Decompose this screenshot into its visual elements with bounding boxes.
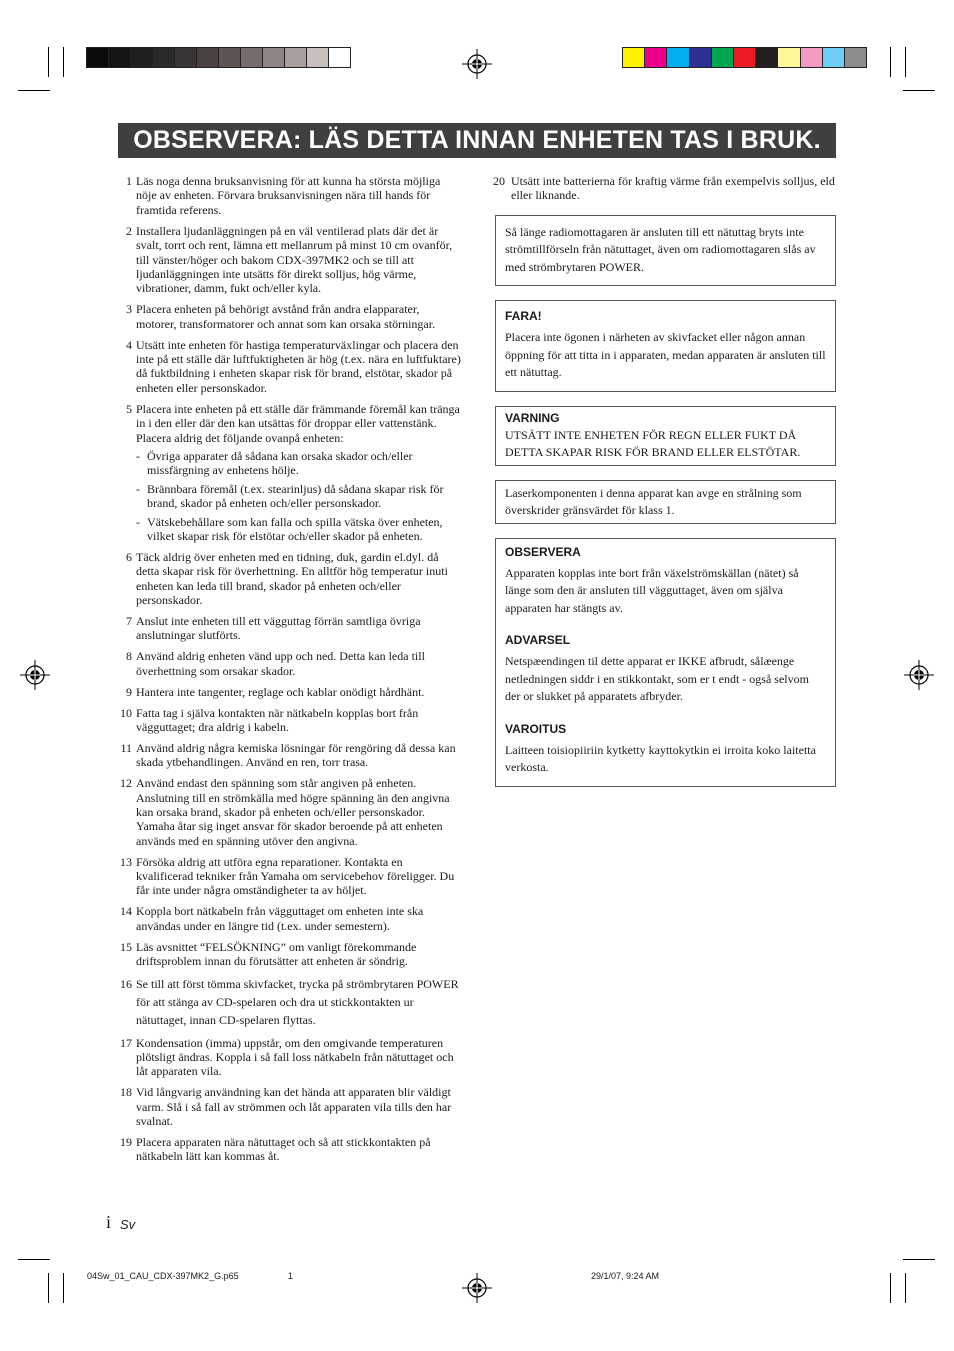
item-text: Koppla bort nätkabeln från vägguttaget om enheten inte ska användas under en längre tid (t.ex. under semestern).	[136, 904, 424, 933]
item-text: Fatta tag i själva kontakten när nätkabeln kopplas bort från vägguttaget; dra aldrig i kabeln.	[136, 705, 419, 734]
list-item	[112, 174, 462, 217]
item-text: Anslut inte enheten till ett vägguttag förrän samtliga övriga anslutningar slutförts.	[136, 613, 421, 643]
sub-item-dash: -	[136, 448, 140, 463]
notice-heading: OBSERVERA	[505, 544, 581, 559]
notice-text: Så länge radiomottagaren är ansluten till ett nätuttag bryts inte strömtillförseln från nätuttaget, även om radiomottagaren slås av med strömbrytaren POWER.	[505, 224, 816, 274]
color-swatch	[844, 47, 867, 68]
list-item	[112, 776, 462, 848]
item-text: Utsätt inte enheten för hastiga temperaturväxlingar och placera den inte på ett ställe där luftfuktigheten är hög (t.ex. nära en luftfuktare) då fuktbildning i enheten skapar risk för brand, elstötar, skador på enheten eller personskador.	[136, 337, 461, 395]
notice-box-disconnect	[495, 538, 836, 787]
color-swatch	[240, 47, 263, 68]
page-number: i	[106, 1212, 112, 1232]
sub-item	[136, 515, 462, 544]
list-item	[112, 706, 462, 735]
item-text: Använd aldrig några kemiska lösningar för rengöring då dessa kan skada ytbehandlingen. Använd en ren, torr trasa.	[136, 740, 456, 770]
notice-box-radio	[495, 215, 836, 287]
item-number: 1	[126, 174, 132, 188]
list-item	[112, 741, 462, 770]
item-text: Utsätt inte batterierna för kraftig värme från exempelvis solljus, eld eller liknande.	[511, 174, 835, 203]
list-item	[112, 940, 462, 969]
sub-item-text: Övriga apparater då sådana kan orsaka skador och/eller missfärgning av enhetens hölje.	[147, 448, 413, 478]
notice-text: Placera inte ögonen i närheten av skivfacket eller någon annan öppning för att titta in i apparaten, medan apparaten är ansluten till ett nätuttag.	[505, 330, 826, 380]
safety-instructions-list	[112, 174, 462, 1170]
item-number: 11	[120, 740, 132, 755]
notice-text: Laserkomponenten i denna apparat kan avge en strålning som överskrider gränsvärdet för klass 1.	[505, 485, 802, 518]
sub-item	[136, 449, 462, 478]
item-text: Täck aldrig över enheten med en tidning, duk, gardin el.dyl. då detta skapar risk för överhettning. En alltför hög temperatur inuti enheten kan leda till brand, skador på enheten och/eller personskador.	[136, 549, 448, 608]
list-item	[112, 855, 462, 898]
sub-item	[136, 482, 462, 511]
notice-text: UTSÄTT INTE ENHETEN FÖR REGN ELLER FUKT DÅ DETTA SKAPAR RISK FÖR BRAND ELLER ELSTÖTAR.	[505, 427, 801, 460]
list-item	[112, 1085, 462, 1128]
item-text: Placera enheten på behörigt avstånd från andra elapparater, motorer, transformatorer och annat som kan orsaka störningar.	[136, 302, 436, 331]
item-text: Läs avsnittet “FELSÖKNING” om vanligt förekommande driftsproblem innan du förutsätter att enheten är söndrig.	[136, 939, 417, 969]
item-number: 14	[120, 904, 132, 919]
item-number: 4	[126, 337, 132, 352]
list-item	[112, 1135, 462, 1164]
notice-text: Apparaten kopplas inte bort från växelströmskällan (nätet) så länge som den är ansluten till vägguttaget, även om själva apparaten har stängts av.	[505, 565, 799, 615]
notice-heading: ADVARSEL	[505, 633, 571, 648]
list-item	[493, 174, 836, 203]
sub-item-text: Vätskebehållare som kan falla och spilla vätska över enheten, vilket skapar risk för elstötar och/eller skador på enheten.	[147, 514, 443, 543]
registration-mark-icon	[20, 660, 50, 690]
color-swatch	[755, 47, 778, 68]
item-number: 20	[493, 174, 505, 188]
notice-box-laser	[495, 480, 836, 524]
item-number: 5	[126, 401, 132, 416]
item-number: 19	[120, 1134, 132, 1149]
color-swatch	[262, 47, 285, 68]
color-swatch	[822, 47, 845, 68]
item-number: 6	[126, 549, 132, 564]
item-text: Placera inte enheten på ett ställe där främmande föremål kan tränga in i den eller där den kan utsättas för droppar eller vattenstänk. Placera aldrig det följande ovanpå enheten:	[136, 401, 460, 445]
footer-date: 29/1/07, 9:24 AM	[591, 1271, 660, 1281]
item-text: Använd endast den spänning som står angiven på enheten. Anslutning till en strömkälla med högre spänning än den angivna kan orsaka brand, skador på enheten och/eller personskador. Yamaha åtar sig inget ansvar för skador beroende på att enheten används med en spänning utöver den angivna.	[136, 776, 450, 848]
footer-filename: 04Sw_01_CAU_CDX-397MK2_G.p65	[87, 1271, 239, 1281]
item-number: 13	[120, 854, 132, 869]
list-item	[112, 904, 462, 933]
notice-heading: VAROITUS	[505, 721, 567, 736]
item-number: 2	[126, 223, 132, 238]
list-item	[112, 302, 462, 331]
notice-text: Laitteen toisiopiiriin kytketty kayttokytkin ei irroita koko laitetta verkosta.	[505, 742, 816, 775]
item-text: Använd aldrig enheten vänd upp och ned. Detta kan leda till överhettning som orsakar skador.	[136, 649, 425, 678]
notice-text: Netspæendingen til dette apparat er IKKE afbrudt, sålæenge netledningen siddr i en stikkontakt, som er t endt - også selvom der or slukket på apparatets afbryder.	[505, 654, 809, 704]
item-number: 9	[126, 684, 132, 699]
color-swatch	[130, 47, 153, 68]
sub-item-text: Brännbara föremål (t.ex. stearinljus) då sådana skapar risk för brand, skador på enheten och/eller personskador.	[147, 481, 444, 511]
item-number: 17	[120, 1035, 132, 1050]
item-text: Läs noga denna bruksanvisning för att kunna ha största möjliga nöje av enheten. Förvara bruksanvisningen nära till hands för framtida referens.	[136, 174, 441, 217]
item-text: Se till att först tömma skivfacket, trycka på strömbrytaren POWER för att stänga av CD-spelaren och dra ut stickkontakten ur nätuttaget, innan CD-spelaren flyttas.	[136, 977, 459, 1027]
list-item	[112, 402, 462, 544]
item-number: 10	[120, 705, 132, 720]
registration-mark-icon	[904, 660, 934, 690]
color-swatch	[86, 47, 109, 68]
notice-heading: VARNING	[505, 410, 560, 425]
item-number: 7	[126, 613, 132, 628]
list-item	[112, 614, 462, 643]
registration-mark-icon	[462, 49, 492, 79]
color-swatch	[306, 47, 329, 68]
footer-page: 1	[288, 1271, 294, 1281]
color-swatch	[689, 47, 712, 68]
list-item	[112, 685, 462, 699]
item-number: 3	[126, 302, 132, 317]
sub-item-dash: -	[136, 481, 140, 496]
item-number: 12	[120, 776, 132, 791]
item-text: Installera ljudanläggningen på en väl ventilerad plats där det är svalt, torrt och rent, lämna ett mellanrum på minst 10 cm ovanför, till vänster/höger och bakom CDX-397MK2 och se till att ljudanläggningen inte utsätts för direkt solljus, hög värme, vibrationer, damm, fukt och/eller kyla.	[136, 223, 453, 296]
item-text: Försöka aldrig att utföra egna reparationer. Kontakta en kvalificerad tekniker från Yamaha om servicebehov föreligger. Du får inte under några omständigheter ta av höljet.	[136, 854, 455, 898]
color-swatch	[328, 47, 351, 68]
registration-mark-icon	[462, 1273, 492, 1303]
color-swatch	[196, 47, 219, 68]
item-number: 18	[120, 1085, 132, 1100]
color-swatch	[152, 47, 175, 68]
sub-item-dash: -	[136, 514, 140, 529]
color-swatch	[644, 47, 667, 68]
list-item	[112, 975, 462, 1029]
color-swatch	[711, 47, 734, 68]
notice-heading: FARA!	[505, 309, 542, 324]
item-text: Vid långvarig användning kan det hända att apparaten blir väldigt varm. Slå i så fall av strömmen och låt apparaten vila tills den har svalnat.	[136, 1085, 452, 1129]
color-swatch	[174, 47, 197, 68]
list-item	[112, 224, 462, 296]
color-swatch	[218, 47, 241, 68]
item-text: Hantera inte tangenter, reglage och kablar onödigt hårdhänt.	[136, 684, 425, 699]
item-number: 16	[120, 977, 132, 991]
color-swatch	[622, 47, 645, 68]
list-item	[112, 338, 462, 396]
color-swatch	[108, 47, 131, 68]
item-text: Kondensation (imma) uppstår, om den omgivande temperaturen plötsligt ändras. Koppla i så fall loss nätkabeln från nätuttaget och låt apparaten vila.	[136, 1035, 454, 1079]
list-item	[112, 649, 462, 678]
page-language: Sv	[120, 1217, 136, 1232]
color-swatch	[666, 47, 689, 68]
color-swatch	[733, 47, 756, 68]
color-swatch	[284, 47, 307, 68]
color-swatch	[777, 47, 800, 68]
item-number: 15	[120, 939, 132, 954]
page-title: OBSERVERA: LÄS DETTA INNAN ENHETEN TAS I BRUK.	[118, 123, 836, 158]
right-column	[495, 174, 836, 801]
list-item	[112, 550, 462, 608]
color-swatch	[800, 47, 823, 68]
item-text: Placera apparaten nära nätuttaget och så att stickkontakten på nätkabeln lätt kan kommas åt.	[136, 1134, 431, 1164]
list-item	[112, 1036, 462, 1079]
item-number: 8	[126, 649, 132, 664]
notice-box-varning	[495, 406, 836, 466]
notice-box-fara	[495, 300, 836, 392]
